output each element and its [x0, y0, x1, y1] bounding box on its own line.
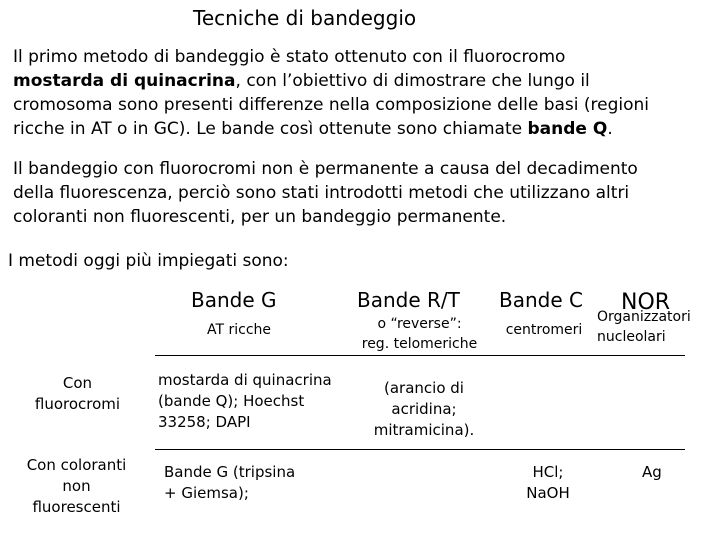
col-sub-g: AT ricche	[206, 322, 272, 338]
row-label-line: Con	[62, 374, 93, 392]
cell-line: HCl;	[532, 463, 564, 481]
cell-line: acridina;	[391, 400, 457, 418]
cell-line: (arancio di	[384, 379, 464, 397]
cell-line: 33258; DAPI	[158, 413, 251, 431]
col-sub-rt	[352, 314, 487, 354]
cell-nonfluoro-c	[508, 462, 588, 504]
cell-line: (bande Q); Hoechst	[158, 392, 305, 410]
table-divider	[155, 355, 685, 356]
paragraph-line: ricche in AT o in GC). Le bande così ottenute sono chiamate bande Q.	[13, 119, 613, 139]
col-header-g: Bande G	[191, 288, 277, 312]
table-divider	[155, 449, 685, 450]
paragraph-line: della fluorescenza, perciò sono stati introdotti metodi che utilizzano altri	[13, 183, 630, 203]
cell-fluoro-g	[158, 370, 332, 433]
paragraph-quinacrine	[13, 45, 713, 141]
col-header-rt: Bande R/T	[357, 288, 460, 312]
page-title: Tecniche di bandeggio	[193, 6, 417, 30]
cell-fluoro-rt	[360, 378, 488, 441]
row-label-nonfluoro	[14, 455, 139, 518]
paragraph-line: cromosoma sono presenti differenze nella composizione delle basi (regioni	[13, 95, 650, 115]
row-label-fluoro	[20, 373, 135, 415]
cell-nonfluoro-g	[164, 462, 295, 504]
cell-line: + Giemsa);	[164, 484, 249, 502]
col-sub-line: reg. telomeriche	[361, 336, 478, 352]
row-label-line: Con coloranti	[26, 456, 127, 474]
paragraph-line: Il bandeggio con fluorocromi non è permanente a causa del decadimento	[13, 159, 638, 179]
col-sub-nor	[597, 307, 691, 347]
col-header-c: Bande C	[499, 288, 583, 312]
paragraph-line: coloranti non fluorescenti, per un bandeggio permanente.	[13, 207, 507, 227]
col-sub-c: centromeri	[505, 322, 583, 338]
col-header-nor: NOR	[621, 290, 671, 315]
col-sub-line: o “reverse”:	[377, 316, 462, 332]
paragraph-line: mostarda di quinacrina, con l’obiettivo di dimostrare che lungo il	[13, 71, 590, 91]
methods-intro: I metodi oggi più impiegati sono:	[8, 251, 289, 271]
cell-line: mitramicina).	[373, 421, 475, 439]
cell-nonfluoro-nor: Ag	[642, 463, 662, 481]
cell-line: mostarda di quinacrina	[158, 371, 332, 389]
cell-line: NaOH	[526, 484, 570, 502]
paragraph-line: Il primo metodo di bandeggio è stato ottenuto con il fluorocromo	[13, 47, 566, 67]
cell-line: Bande G (tripsina	[164, 463, 296, 481]
col-sub-line: Organizzatori	[597, 309, 691, 325]
col-sub-line: nucleolari	[597, 329, 666, 345]
paragraph-permanent	[13, 157, 713, 229]
row-label-line: fluorocromi	[34, 395, 121, 413]
row-label-line: non	[62, 477, 91, 495]
row-label-line: fluorescenti	[32, 498, 121, 516]
